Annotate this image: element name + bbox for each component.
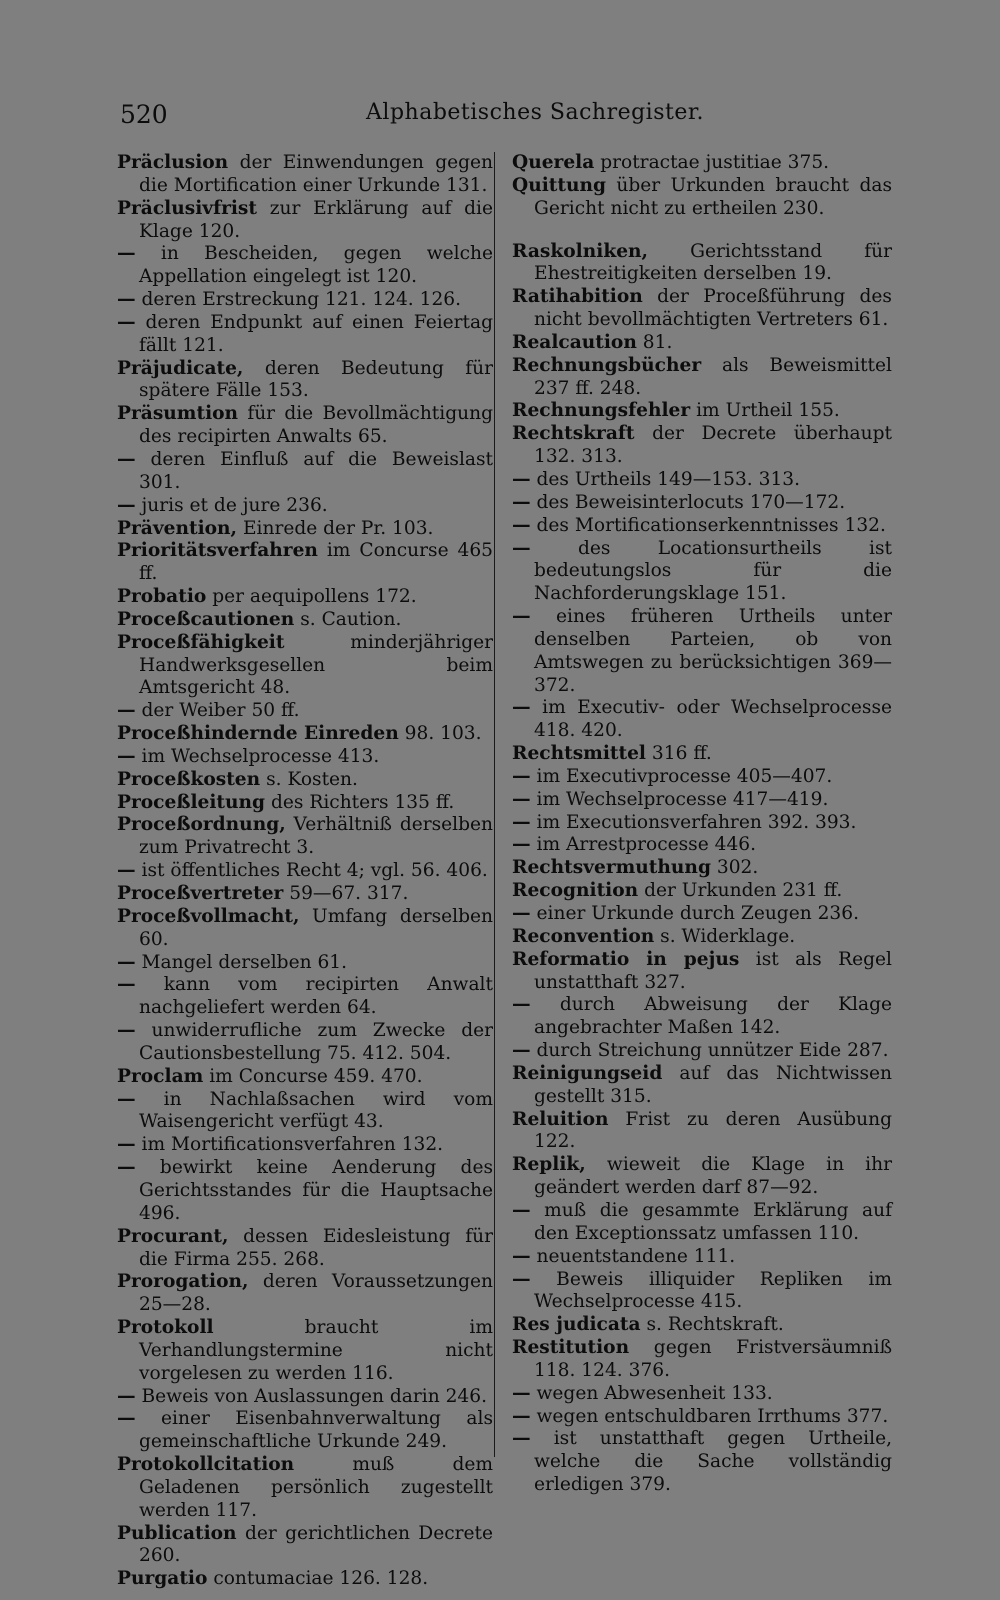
index-entry: [512, 175, 892, 221]
index-entry: [512, 812, 892, 835]
index-entry-heading: —: [512, 834, 531, 856]
index-entry-heading: —: [512, 1382, 531, 1404]
index-entry: [512, 1314, 892, 1337]
index-entry-text: kann vom recipirten Anwalt nachgeliefert werden 64.: [139, 974, 493, 1019]
index-entry-heading: —: [117, 700, 136, 722]
index-entry-text: als Beweismittel 237 ff. 248.: [534, 354, 892, 399]
index-entry-heading: —: [512, 765, 531, 787]
index-entry-text: protractae justitiae 375.: [600, 152, 830, 173]
index-entry: [117, 1568, 493, 1591]
index-entry-heading: Reformatio in pejus: [512, 948, 740, 970]
index-entry-heading: —: [512, 788, 531, 810]
index-entry-text: muß die gesammte Erklärung auf den Exceptionssatz umfassen 110.: [534, 1199, 892, 1244]
index-entry-heading: —: [512, 1245, 531, 1267]
index-entry: [117, 723, 493, 746]
index-entry: [512, 1269, 892, 1315]
index-entry: [512, 857, 892, 880]
index-entry: [117, 906, 493, 952]
index-entry-heading: Restitution: [512, 1337, 630, 1359]
index-entry-text: per aequipollens 172.: [212, 586, 417, 608]
index-entry: [117, 1089, 493, 1135]
index-entry-heading: Präclusion: [117, 152, 229, 173]
index-entry-text: Einrede der Pr. 103.: [242, 517, 434, 539]
index-entry-text: des Richters 135 ff.: [270, 791, 455, 813]
index-entry-text: minderjähriger Handwerksgesellen beim Amtsgericht 48.: [139, 631, 493, 699]
index-entry-heading: Protokoll: [117, 1317, 214, 1339]
index-entry-text: im Arrestprocesse 446.: [536, 834, 757, 856]
index-entry-text: deren Einfluß auf die Beweislast 301.: [139, 448, 493, 493]
index-entry-text: ist unstatthaft gegen Urtheile, welche die Sache vollständig erledigen 379.: [534, 1428, 892, 1496]
index-entry-text: Verhältniß derselben zum Privatrecht 3.: [139, 814, 493, 859]
index-entry: [117, 586, 493, 609]
index-entry-text: 59—67. 317.: [289, 883, 409, 904]
index-entry-heading: Purgatio: [117, 1568, 208, 1590]
index-entry-heading: Proceßordnung,: [117, 814, 286, 836]
index-entry: [117, 1020, 493, 1066]
index-entry: [512, 469, 892, 492]
index-entry: [512, 1406, 892, 1429]
index-entry-heading: —: [117, 1408, 136, 1430]
index-entry-text: 316 ff.: [651, 743, 712, 765]
index-entry: [117, 746, 493, 769]
index-entry: [512, 492, 892, 515]
index-entry-text: s. Widerklage.: [660, 925, 796, 947]
index-entry-heading: —: [512, 1428, 531, 1450]
index-entry-heading: —: [512, 491, 531, 513]
index-entry-text: gegen Fristversäumniß 118. 124. 376.: [534, 1337, 892, 1381]
index-entry-heading: —: [117, 1157, 136, 1179]
index-entry-text: ist öffentliches Recht 4; vgl. 56. 406.: [141, 860, 488, 882]
index-entry: [512, 903, 892, 926]
index-entry: [512, 1063, 892, 1109]
index-entry-text: Gerichtsstand für Ehestreitigkeiten derselben 19.: [534, 240, 892, 285]
index-entry: [512, 880, 892, 903]
index-entry: [117, 198, 493, 244]
index-entry-heading: Reluition: [512, 1108, 609, 1130]
index-entry: [512, 355, 892, 401]
index-entry-text: im Wechselprocesse 413.: [141, 745, 380, 767]
index-entry: [512, 606, 892, 697]
index-entry: [117, 952, 493, 975]
index-entry: [512, 1246, 892, 1269]
index-entry-text: einer Urkunde durch Zeugen 236.: [536, 903, 859, 924]
index-entry: [117, 700, 493, 723]
index-entry: [117, 632, 493, 701]
index-entry: [117, 1386, 493, 1409]
index-entry: [117, 1317, 493, 1386]
index-entry-text: s. Kosten.: [266, 768, 358, 790]
index-entry-text: deren Erstreckung 121. 124. 126.: [141, 289, 462, 311]
index-entry-text: durch Abweisung der Klage angebrachter Maßen 142.: [534, 994, 892, 1039]
index-entry-heading: —: [117, 289, 136, 311]
index-entry-text: bewirkt keine Aenderung des Gerichtsstandes für die Hauptsache 496.: [139, 1157, 493, 1224]
index-entry-heading: Quittung: [512, 174, 606, 196]
index-entry: [512, 949, 892, 995]
page-header: [120, 100, 890, 136]
index-entry-text: des Beweisinterlocuts 170—172.: [536, 491, 846, 513]
index-entry-heading: —: [512, 697, 531, 719]
index-entry: [117, 1408, 493, 1454]
index-entry: [117, 792, 493, 815]
index-entry-text: wegen entschuldbaren Irrthums 377.: [536, 1405, 889, 1427]
index-entry-heading: —: [117, 494, 136, 516]
index-entry: [512, 1337, 892, 1383]
index-entry-heading: Ratihabition: [512, 286, 643, 308]
index-entry-text: s. Caution.: [300, 608, 402, 630]
index-entry-heading: Rechnungsbücher: [512, 354, 702, 376]
column-divider: [494, 152, 495, 1457]
index-entry: [117, 1271, 493, 1317]
index-entry-heading: Prävention,: [117, 517, 238, 539]
index-entry-heading: Probatio: [117, 586, 207, 608]
index-entry: [117, 1523, 493, 1569]
index-entry-text: im Wechselprocesse 417—419.: [536, 788, 829, 810]
index-entry-heading: —: [512, 811, 531, 833]
index-entry-heading: Rechtsvermuthung: [512, 857, 711, 879]
index-entry: [117, 403, 493, 449]
index-entry-heading: —: [117, 974, 136, 996]
index-entry-text: dessen Eidesleistung für die Firma 255. 268.: [139, 1225, 493, 1270]
index-entry-heading: —: [512, 1040, 531, 1062]
index-entry: [512, 1428, 892, 1497]
index-entry-heading: Rechtskraft: [512, 423, 635, 445]
index-entry-text: wieweit die Klage in ihr geändert werden darf 87—92.: [534, 1154, 892, 1199]
index-entry: [512, 241, 892, 287]
index-entry: [117, 1134, 493, 1157]
index-entry: [512, 400, 892, 423]
index-entry: [117, 609, 493, 632]
index-entry-heading: Rechnungsfehler: [512, 400, 691, 422]
index-entry-heading: —: [117, 1088, 136, 1110]
index-entry-heading: —: [512, 1405, 531, 1427]
index-entry: [117, 1157, 493, 1226]
index-entry-text: über Urkunden braucht das Gericht nicht zu ertheilen 230.: [534, 174, 892, 219]
index-entry-text: im Urtheil 155.: [696, 400, 840, 422]
index-entry-heading: Prorogation,: [117, 1271, 249, 1293]
index-entry: [117, 518, 493, 541]
index-entry: [117, 860, 493, 883]
index-entry: [117, 495, 493, 518]
index-entry-text: für die Bevollmächtigung des recipirten Anwalts 65.: [139, 403, 493, 448]
index-entry-heading: —: [117, 745, 136, 767]
index-entry-heading: Prioritätsverfahren: [117, 540, 318, 562]
index-entry-heading: —: [117, 860, 136, 882]
index-entry-text: Beweis von Auslassungen darin 246.: [141, 1385, 487, 1407]
index-entry: [117, 243, 493, 289]
index-entry-text: Umfang derselben 60.: [139, 905, 493, 950]
index-entry-text: unwiderrufliche zum Zwecke der Cautionsbestellung 75. 412. 504.: [139, 1020, 493, 1064]
index-entry-text: durch Streichung unnützer Eide 287.: [536, 1040, 889, 1062]
index-entry: [512, 766, 892, 789]
index-entry-heading: Proceßvertreter: [117, 883, 284, 904]
index-entry-text: ist als Regel unstatthaft 327.: [534, 948, 892, 993]
index-entry-heading: —: [512, 1199, 531, 1221]
index-entry-text: eines früheren Urtheils unter denselben Parteien, ob von Amtswegen zu berücksichtigen 369—372.: [534, 606, 892, 696]
index-entry-text: in Bescheiden, gegen welche Appellation eingelegt ist 120.: [139, 243, 493, 288]
index-entry-text: neuentstandene 111.: [536, 1245, 736, 1267]
index-entry: [117, 358, 493, 404]
index-entry-heading: Proceßfähigkeit: [117, 631, 285, 653]
index-entry: [117, 449, 493, 495]
index-entry-text: 81.: [642, 331, 673, 353]
index-entry-heading: —: [117, 951, 136, 973]
index-entry-heading: Procurant,: [117, 1225, 229, 1247]
index-entry-text: des Mortificationserkenntnisses 132.: [536, 514, 886, 536]
index-entry: [117, 289, 493, 312]
index-entry: [512, 743, 892, 766]
index-entry-text: der Weiber 50 ff.: [141, 700, 300, 722]
index-entry-heading: —: [512, 468, 531, 490]
index-entry-text: im Executiv- oder Wechselprocesse 418. 420.: [534, 697, 892, 742]
index-entry: [117, 540, 493, 586]
index-entry-text: contumaciae 126. 128.: [213, 1568, 429, 1590]
page-number: 520: [120, 100, 168, 129]
index-entry-heading: Proclam: [117, 1065, 204, 1087]
index-entry: [512, 515, 892, 538]
index-entry: [512, 1154, 892, 1200]
index-entry-text: der gerichtlichen Decrete 260.: [139, 1522, 493, 1567]
index-entry-heading: Rechtsmittel: [512, 743, 646, 765]
index-entry-heading: —: [512, 903, 531, 924]
index-entry-text: juris et de jure 236.: [141, 494, 328, 516]
index-entry: [512, 332, 892, 355]
index-entry-heading: —: [512, 537, 531, 559]
index-entry-text: im Concurse 459. 470.: [209, 1065, 423, 1087]
index-entry: [117, 152, 493, 198]
index-entry: [117, 1066, 493, 1089]
index-entry: [512, 286, 892, 332]
index-entry: [512, 789, 892, 812]
index-entry: [117, 883, 493, 906]
index-entry: [512, 423, 892, 469]
index-entry-heading: Querela: [512, 152, 595, 173]
index-entry-text: im Mortificationsverfahren 132.: [141, 1134, 444, 1156]
index-entry: [512, 1383, 892, 1406]
index-entry: [117, 814, 493, 860]
index-entry-heading: Proceßvollmacht,: [117, 905, 300, 927]
index-column-left: [117, 152, 493, 1591]
index-entry-text: auf das Nichtwissen gestellt 315.: [534, 1062, 892, 1107]
index-entry-text: 302.: [716, 857, 759, 879]
index-entry-heading: Proceßkosten: [117, 768, 261, 790]
index-entry-heading: —: [512, 514, 531, 536]
index-entry: [117, 974, 493, 1020]
index-entry-text: des Locationsurtheils ist bedeutungslos für die Nachforderungsklage 151.: [534, 537, 892, 605]
index-entry-heading: —: [512, 994, 531, 1016]
index-column-right: [512, 152, 892, 1497]
index-entry: [117, 1454, 493, 1523]
index-entry-heading: Raskolniken,: [512, 240, 649, 262]
index-entry-text: s. Rechtskraft.: [646, 1314, 784, 1336]
index-entry-heading: Realcaution: [512, 331, 637, 353]
index-entry-text: deren Voraussetzungen 25—28.: [139, 1271, 493, 1316]
index-entry-heading: Präjudicate,: [117, 357, 244, 379]
index-entry-heading: Publication: [117, 1522, 237, 1544]
index-entry-heading: —: [117, 1134, 136, 1156]
index-entry: [512, 1109, 892, 1155]
index-entry-text: Beweis illiquider Repliken im Wechselprocesse 415.: [534, 1268, 892, 1313]
index-entry-heading: —: [117, 1385, 136, 1407]
index-entry-heading: Präsumtion: [117, 403, 239, 425]
index-entry: [117, 769, 493, 792]
index-entry: [117, 312, 493, 358]
index-entry: [512, 697, 892, 743]
index-entry-text: im Executionsverfahren 392. 393.: [536, 811, 857, 833]
index-entry-text: Mangel derselben 61.: [141, 951, 348, 973]
index-entry-text: deren Bedeutung für spätere Fälle 153.: [139, 357, 493, 402]
index-entry-heading: —: [512, 606, 531, 628]
index-entry-text: Frist zu deren Ausübung 122.: [534, 1108, 893, 1153]
index-entry: [512, 1040, 892, 1063]
index-entry-heading: Reconvention: [512, 925, 655, 947]
index-entry-text: der Einwendungen gegen die Mortification einer Urkunde 131.: [139, 152, 493, 196]
index-entry-text: im Concurse 465 ff.: [139, 540, 493, 585]
index-entry-heading: Präclusivfrist: [117, 197, 257, 219]
index-entry-heading: Recognition: [512, 880, 639, 902]
index-entry-text: muß dem Geladenen persönlich zugestellt werden 117.: [139, 1454, 493, 1521]
index-entry-text: der Decrete überhaupt 132. 313.: [534, 423, 892, 468]
index-entry-heading: Res judicata: [512, 1314, 641, 1336]
index-entry-text: deren Endpunkt auf einen Feiertag fällt 121.: [139, 311, 493, 356]
index-entry-heading: Protokollcitation: [117, 1454, 295, 1476]
index-entry-text: einer Eisenbahnverwaltung als gemeinschaftliche Urkunde 249.: [139, 1408, 493, 1453]
index-entry-heading: Proceßhindernde Einreden: [117, 723, 399, 745]
index-entry: [512, 834, 892, 857]
running-title: Alphabetisches Sachregister.: [366, 100, 704, 125]
index-entry: [117, 1226, 493, 1272]
index-entry: [512, 926, 892, 949]
index-entry-heading: Replik,: [512, 1154, 586, 1176]
index-entry-heading: Proceßcautionen: [117, 608, 295, 630]
index-entry: [512, 538, 892, 607]
index-entry-text: in Nachlaßsachen wird vom Waisengericht verfügt 43.: [139, 1088, 493, 1133]
index-entry-heading: —: [117, 243, 136, 265]
index-entry-text: des Urtheils 149—153. 313.: [536, 468, 801, 490]
index-entry-heading: Reinigungseid: [512, 1062, 663, 1084]
index-entry-text: der Proceßführung des nicht bevollmächtigten Vertreters 61.: [534, 286, 892, 331]
index-entry: [512, 1200, 892, 1246]
index-entry-heading: Proceßleitung: [117, 791, 266, 813]
index-entry: [512, 152, 892, 175]
index-entry-heading: —: [512, 1268, 531, 1290]
index-entry-text: im Executivprocesse 405—407.: [536, 765, 833, 787]
index-entry-text: wegen Abwesenheit 133.: [536, 1382, 773, 1404]
index-entry-heading: —: [117, 1020, 136, 1042]
index-entry-text: braucht im Verhandlungstermine nicht vorgelesen zu werden 116.: [139, 1317, 493, 1384]
index-entry: [512, 994, 892, 1040]
index-entry-heading: —: [117, 311, 136, 333]
index-entry-heading: —: [117, 448, 136, 470]
index-entry-text: 98. 103.: [404, 723, 482, 745]
index-entry-text: zur Erklärung auf die Klage 120.: [139, 197, 493, 242]
index-entry-text: der Urkunden 231 ff.: [644, 880, 843, 902]
